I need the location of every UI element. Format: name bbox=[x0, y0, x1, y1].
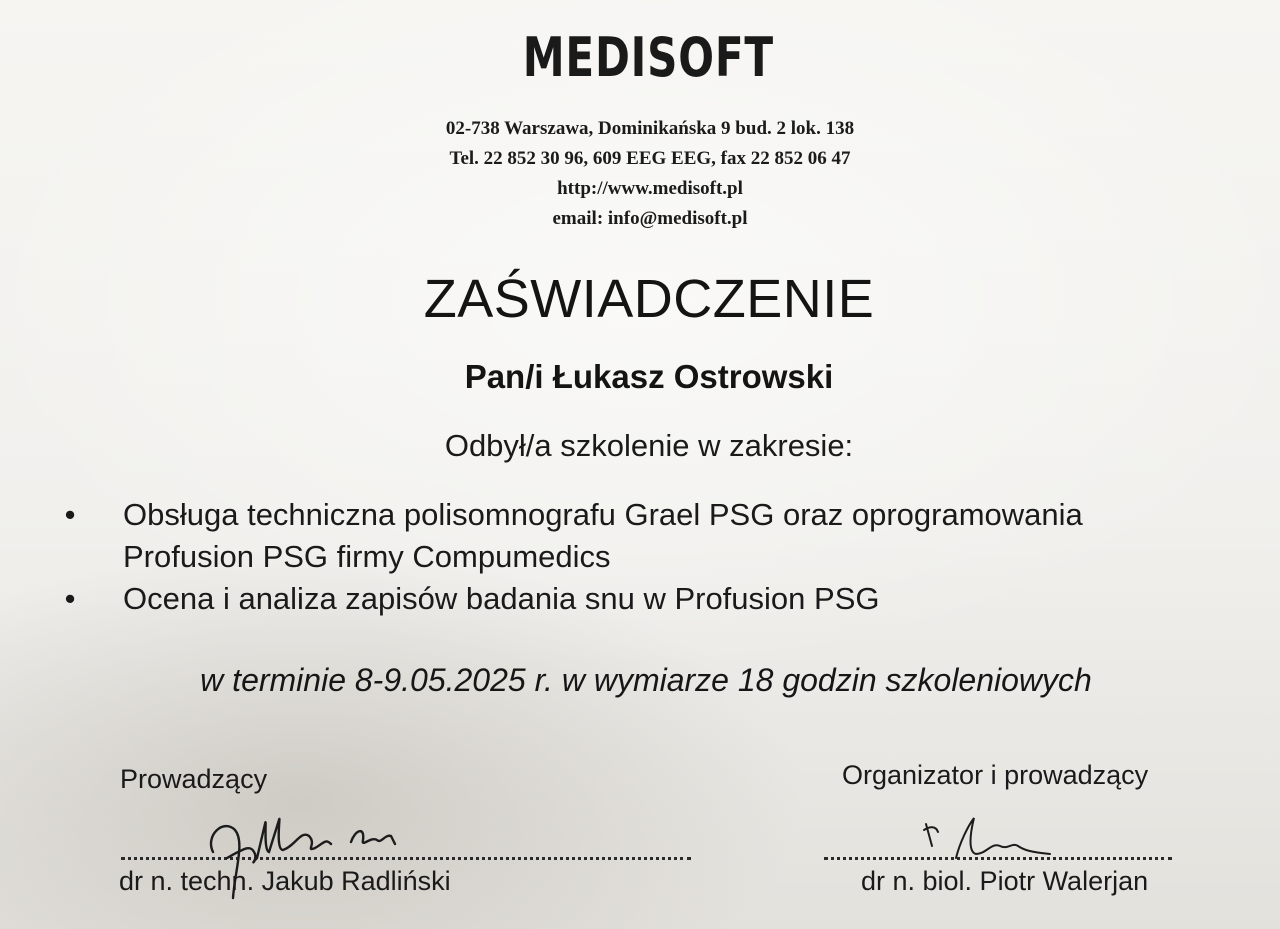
list-item bbox=[60, 578, 1260, 620]
training-term: w terminie 8-9.05.2025 r. w wymiarze 18 godzin szkoleniowych bbox=[200, 662, 1092, 698]
right-signer-role: Organizator i prowadzący bbox=[842, 760, 1149, 790]
topic-text-line: Profusion PSG firmy Compumedics bbox=[123, 539, 611, 574]
training-intro: Odbył/a szkolenie w zakresie: bbox=[444, 428, 854, 463]
company-logo: MEDISOFT bbox=[522, 26, 774, 89]
right-handwritten-signature bbox=[900, 812, 1080, 872]
left-signer-name: dr n. techn. Jakub Radliński bbox=[119, 866, 451, 896]
company-website: http://www.medisoft.pl bbox=[557, 178, 743, 199]
document-title: ZAŚWIADCZENIE bbox=[423, 269, 875, 329]
company-email: email: info@medisoft.pl bbox=[552, 208, 748, 229]
bullet-icon: • bbox=[64, 497, 76, 532]
list-item bbox=[60, 494, 1260, 578]
topic-text-line: Obsługa techniczna polisomnografu Grael PSG oraz oprogramowania bbox=[123, 497, 1083, 532]
company-address: 02-738 Warszawa, Dominikańska 9 bud. 2 lok. 138 bbox=[445, 118, 855, 139]
company-phone: Tel. 22 852 30 96, 609 EEG EEG, fax 22 852 06 47 bbox=[449, 148, 851, 169]
left-signer-role: Prowadzący bbox=[120, 764, 268, 794]
training-topics-list bbox=[60, 494, 1260, 620]
topic-text-line: Ocena i analiza zapisów badania snu w Profusion PSG bbox=[123, 581, 880, 616]
recipient-name: Pan/i Łukasz Ostrowski bbox=[464, 358, 834, 395]
right-signer-name: dr n. biol. Piotr Walerjan bbox=[861, 866, 1149, 896]
bullet-icon: • bbox=[64, 581, 76, 616]
